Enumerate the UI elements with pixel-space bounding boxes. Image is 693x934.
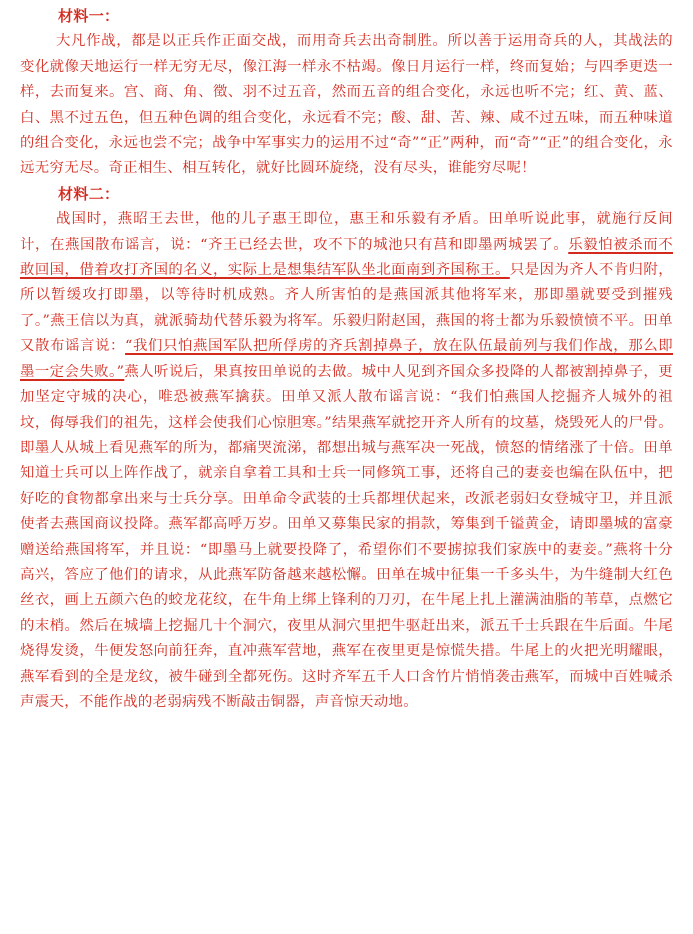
underlined-sentence-1: 乐毅怕被杀而不敢回国，借着攻打齐国的名义，实际上是想集结军队坐北面南到齐国称王。 [20,236,673,279]
material-2-paragraph [20,207,673,715]
material-1-paragraph: 大凡作战，都是以正兵作正面交战，而用奇兵去出奇制胜。所以善于运用奇兵的人，其战法的变化就像天地运行一样无穷无尽，像江海一样永不枯竭。像日月运行一样，终而复始；与四季更迭一样，去而复来。宫、商、角、徵、羽不过五音，然而五音的组合变化，永远也听不完；红、黄、蓝、白、黑不过五色，但五种色调的组合变化，永远看不完；酸、甜、苦、辣、咸不过五味，而五种味道的组合变化，永远也尝不完；战争中军事实力的运用不过“奇”“正”两种，而“奇”“正”的组合变化，永远无穷无尽。奇正相生、相互转化，就好比圆环旋绕，没有尽头，谁能穷尽呢！ [20,33,673,177]
material-2-text-part-1: 战国时，燕昭王去世，他的儿子惠王即位，惠王和乐毅有矛盾。田单听说此事，就施行反间计，在燕国散布谣言，说：“齐王已经去世，攻不下的城池只有莒和即墨两城罢了。 [20,211,673,253]
section-heading-material-1: 材料一： [58,7,120,25]
material-2-text-part-3: 燕人听说后，果真按田单说的去做。城中人见到齐国众多投降的人都被割掉鼻子，更加坚定守城的决心，唯恐被燕军擒获。田单又派人散布谣言说：“我们怕燕国人挖掘齐人城外的祖坟，侮辱我们的祖先，这样会使我们心惊胆寒。”结果燕军就挖开齐人所有的坟墓，烧毁死人的尸骨。即墨人从城上看见燕军的所为，都痛哭流涕，都想出城与燕军决一死战，愤怒的情绪涨了十倍。田单知道士兵可以上阵作战了，就亲自拿着工具和士兵一同修筑工事，还将自己的妻妾也编在队伍中，把好吃的食物都拿出来与士兵分享。田单命令武装的士兵都埋伏起来，改派老弱妇女登城守卫，并且派使者去燕国商议投降。燕军都高呼万岁。田单又募集民家的捐款，筹集到千镒黄金，请即墨城的富豪赠送给燕国将军，并且说：“即墨马上就要投降了，希望你们不要掳掠我们家族中的妻妾。”燕将十分高兴，答应了他们的请求，从此燕军防备越来越松懈。田单在城中征集一千多头牛，为牛缝制大红色丝衣，画上五颜六色的蛟龙花纹，在牛角上绑上锋利的刀刃，在牛尾上扎上灌满油脂的苇草，点燃它的末梢。然后在城墙上挖掘几十个洞穴，夜里从洞穴里把牛驱赶出来，派五千士兵跟在牛后面。牛尾烧得发烫，牛便发怒向前狂奔，直冲燕军营地，燕军在夜里更是惊慌失措。牛尾上的火把光明耀眼，燕军看到的全是龙纹，被牛碰到全都死伤。这时齐军五千人口含竹片悄悄袭击燕军，而城中百姓喊杀声震天，不能作战的老弱病残不断敲击铜器，声音惊天动地。 [20,363,673,710]
section-heading-material-2: 材料二： [58,184,120,203]
underlined-sentence-2: “我们只怕燕国军队把所俘虏的齐兵割掉鼻子，放在队伍最前列与我们作战，那么即墨一定会失败。” [20,338,673,380]
material-2-text-part-2: 只是因为齐人不肯归附，所以暂缓攻打即墨，以等待时机成熟。齐人所害怕的是燕国派其他将军来，那即墨就要受到摧残了。”燕王信以为真，就派骑劫代替乐毅为将军。乐毅归附赵国，燕国的将士都为乐毅愤愤不平。田单又散布谣言说： [20,262,673,355]
